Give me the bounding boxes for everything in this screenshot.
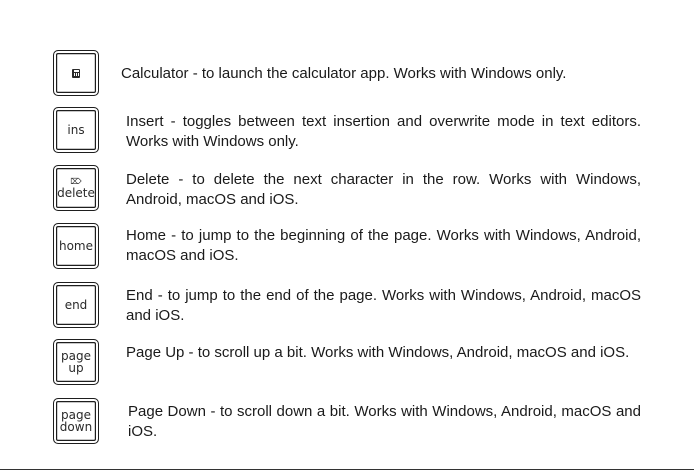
key-label: ins	[67, 123, 85, 137]
delete-key	[53, 165, 99, 211]
page-down-description: Page Down - to scroll down a bit. Works with Windows, Android, macOS and iOS.	[128, 403, 641, 440]
insert-key	[53, 107, 99, 153]
calculator-icon	[72, 69, 80, 78]
end-description: End - to jump to the end of the page. Works with Windows, Android, macOS and iOS.	[126, 287, 641, 324]
key-label: page	[61, 349, 91, 363]
calculator-description: Calculator - to launch the calculator app. Works with Windows only.	[121, 65, 567, 82]
home-key	[53, 223, 99, 269]
insert-description: Insert - toggles between text insertion and overwrite mode in text editors. Works with Windows only.	[126, 113, 641, 150]
delete-icon: ⌦	[70, 177, 82, 186]
key-label: home	[58, 239, 94, 253]
page-down-key	[53, 398, 99, 444]
end-key	[53, 282, 99, 328]
key-label: down	[59, 420, 93, 434]
key-label: end	[64, 298, 88, 312]
page-up-description: Page Up - to scroll up a bit. Works with Windows, Android, macOS and iOS.	[126, 344, 630, 361]
key-label: delete	[57, 186, 95, 200]
delete-description: Delete - to delete the next character in the row. Works with Windows, Android, macOS and iOS.	[126, 171, 641, 208]
calculator-key	[53, 50, 99, 96]
key-label: up	[68, 361, 84, 375]
page-up-key	[53, 339, 99, 385]
divider	[0, 469, 694, 470]
key-label: page	[61, 408, 91, 422]
home-description: Home - to jump to the beginning of the page. Works with Windows, Android, macOS and iOS.	[126, 227, 641, 264]
